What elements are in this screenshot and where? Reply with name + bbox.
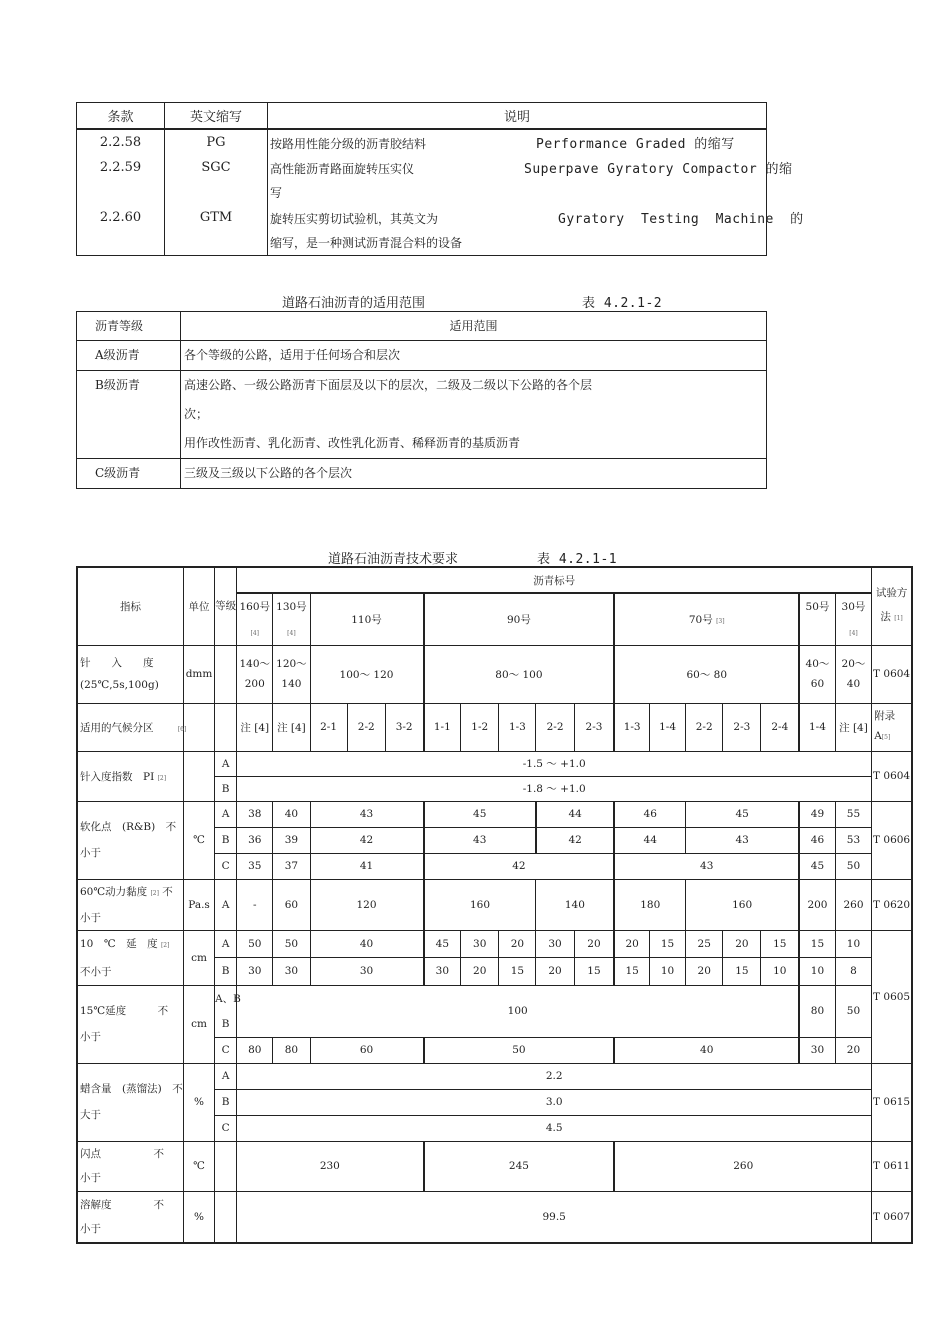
scope-text: 各个等级的公路，适用于任何场合和层次 xyxy=(181,341,767,371)
table-cell: 43 xyxy=(424,827,536,853)
table-cell: 46 xyxy=(614,801,685,827)
table-cell: 20 xyxy=(536,958,574,986)
table-cell xyxy=(215,703,237,751)
table-cell: 80 xyxy=(237,1037,273,1063)
table-cell: 42 xyxy=(424,853,615,879)
table-cell: 35 xyxy=(237,853,273,879)
table-cell: 40 xyxy=(273,801,310,827)
table-cell: 180 xyxy=(614,879,685,930)
row-penetration: 针 入 度 (25℃,5s,100g) xyxy=(77,645,183,703)
table-cell: 30 xyxy=(461,930,499,958)
table-cell: 附录 A[5] xyxy=(872,703,912,751)
row-ductility-10: 10 ℃ 延 度 [2] 不小于 xyxy=(77,930,183,985)
table-cell xyxy=(215,1191,237,1243)
table-cell xyxy=(183,751,214,801)
table-cell: -1.5 ～ +1.0 xyxy=(237,751,872,776)
table-cell: 80 xyxy=(799,985,835,1037)
table-cell: - xyxy=(237,879,273,930)
table-cell: 20 xyxy=(574,930,614,958)
table-cell: 2-4 xyxy=(761,703,799,751)
table-cell: C xyxy=(215,853,237,879)
table-cell: 43 xyxy=(614,853,799,879)
table-cell: 160 xyxy=(686,879,800,930)
table-cell: 20～ 40 xyxy=(835,645,871,703)
table-cell: 140～ 200 xyxy=(237,645,273,703)
table-cell: 2-1 xyxy=(310,703,347,751)
table-cell: 260 xyxy=(835,879,871,930)
table-cell: 15 xyxy=(499,958,536,986)
table-cell: 39 xyxy=(273,827,310,853)
table-cell: 42 xyxy=(536,827,614,853)
table-cell: C xyxy=(215,1037,237,1063)
table-cell: % xyxy=(183,1063,214,1141)
table-cell: 20 xyxy=(614,930,649,958)
table-cell: 140 xyxy=(536,879,614,930)
table-cell: 1-3 xyxy=(499,703,536,751)
table-cell: 15 xyxy=(723,958,761,986)
table-cell: 25 xyxy=(686,930,723,958)
table-cell: 230 xyxy=(237,1141,424,1191)
table-cell: 41 xyxy=(310,853,424,879)
header-indicator: 指标 xyxy=(77,567,183,645)
table-cell: 43 xyxy=(686,827,800,853)
table-cell: T 0611 xyxy=(872,1141,912,1191)
table-cell: 40 xyxy=(310,930,424,958)
header-abbr: 英文缩写 xyxy=(165,103,268,130)
table-cell: 49 xyxy=(799,801,835,827)
table-cell: 80 xyxy=(273,1037,310,1063)
table-cell: 注 [4] xyxy=(273,703,310,751)
table-cell: T 0615 xyxy=(872,1063,912,1141)
table-cell: T 0607 xyxy=(872,1191,912,1243)
table-cell: 2.2 xyxy=(237,1063,872,1089)
table-cell: T 0606 xyxy=(872,801,912,879)
scope-table xyxy=(76,311,767,489)
row-viscosity: 60℃动力黏度 [2] 不 小于 xyxy=(77,879,183,930)
table-cell xyxy=(215,1141,237,1191)
table-cell: 60 xyxy=(273,879,310,930)
table-cell: 注 [4] xyxy=(835,703,871,751)
table-cell: cm xyxy=(183,985,214,1063)
table-cell: 10 xyxy=(835,930,871,958)
table-cell: 45 xyxy=(799,853,835,879)
table-cell: 120 xyxy=(310,879,424,930)
grade-70: 70号 [3] xyxy=(614,593,799,645)
table-cell: -1.8 ～ +1.0 xyxy=(237,776,872,801)
table-cell: 8 xyxy=(835,958,871,986)
table-cell: Pa.s xyxy=(183,879,214,930)
table-cell: % xyxy=(183,1191,214,1243)
table-cell: 20 xyxy=(723,930,761,958)
table-cell: 30 xyxy=(273,958,310,986)
table-cell: 37 xyxy=(273,853,310,879)
grade-110: 110号 xyxy=(310,593,424,645)
table-cell: T 0604 xyxy=(872,751,912,801)
table-cell: 30 xyxy=(310,958,424,986)
row-flash: 闪点 不 小于 xyxy=(77,1141,183,1191)
table-cell: 2-3 xyxy=(574,703,614,751)
row-zones xyxy=(77,703,912,751)
desc-cont: 缩写，是一种测试沥青混合料的设备 xyxy=(270,236,463,250)
table-cell: 2-2 xyxy=(347,703,385,751)
table-cell xyxy=(165,230,268,256)
scope-text: 高速公路、一级公路沥青下面层及以下的层次，二级及二级以下公路的各个层 次； 用作改性沥青、乳化沥青、改性乳化沥青、稀释沥青的基质沥青 xyxy=(181,371,767,459)
clause-number: 2.2.59 xyxy=(77,155,165,180)
row-wax: 蜡含量 (蒸馏法) 不 大于 xyxy=(77,1063,183,1141)
table-cell: B xyxy=(215,827,237,853)
table-cell: 50 xyxy=(424,1037,615,1063)
table-cell: 20 xyxy=(461,958,499,986)
grade-90: 90号 xyxy=(424,593,615,645)
table-cell: 40～ 60 xyxy=(799,645,835,703)
table-cell: 45 xyxy=(424,801,536,827)
table-cell: C xyxy=(215,1115,237,1141)
row-pi: 针入度指数 PI [2] xyxy=(77,751,183,801)
table-cell: 44 xyxy=(614,827,685,853)
abbr: PG xyxy=(165,129,268,155)
table-cell: 30 xyxy=(536,930,574,958)
header-scope: 适用范围 xyxy=(181,312,767,341)
table-cell: 10 xyxy=(799,958,835,986)
table-cell: A、B xyxy=(215,985,237,1011)
table-cell xyxy=(183,703,214,751)
table-cell: 1-2 xyxy=(461,703,499,751)
desc: 旋转压实剪切试验机，其英文为 Gyratory Testing Machine 的 xyxy=(270,212,804,227)
table-cell: 15 xyxy=(761,930,799,958)
table-cell: 30 xyxy=(237,958,273,986)
table-cell: B xyxy=(215,958,237,986)
header-desc: 说明 xyxy=(268,103,767,130)
table-cell: 43 xyxy=(310,801,424,827)
table-cell: T 0604 xyxy=(872,645,912,703)
row-ductility-15: 15℃延度 不 小于 xyxy=(77,985,183,1063)
header-grade: 沥青等级 xyxy=(77,312,181,341)
table2-title: 道路石油沥青的适用范围 xyxy=(282,296,426,311)
scope-text: 三级及三级以下公路的各个层次 xyxy=(181,459,767,489)
table-cell: dmm xyxy=(183,645,214,703)
table-cell: 55 xyxy=(835,801,871,827)
table-cell: 100～ 120 xyxy=(310,645,424,703)
desc-cont: 写 xyxy=(270,186,283,200)
table2-number: 表 4.2.1-2 xyxy=(582,296,663,311)
table-cell: 60 xyxy=(310,1037,424,1063)
desc: 按路用性能分级的沥青胶结料 Performance Graded 的缩写 xyxy=(270,137,735,152)
grade-label: B级沥青 xyxy=(77,371,181,459)
desc: 高性能沥青路面旋转压实仪 Superpave Gyratory Compactor 的缩 xyxy=(270,162,793,177)
table-cell: 45 xyxy=(686,801,800,827)
table-cell: 44 xyxy=(536,801,614,827)
table3-number: 表 4.2.1-1 xyxy=(537,552,618,567)
table-cell xyxy=(799,619,835,645)
table-cell: 36 xyxy=(237,827,273,853)
table-cell: B xyxy=(215,1011,237,1037)
table-cell: 50 xyxy=(273,930,310,958)
table-cell: 20 xyxy=(835,1037,871,1063)
table-cell: 2-3 xyxy=(723,703,761,751)
clause-number: 2.2.60 xyxy=(77,205,165,230)
table-cell: 50 xyxy=(237,930,273,958)
header-clause: 条款 xyxy=(77,103,165,130)
header-unit: 单位 xyxy=(183,567,214,645)
table-cell: [4] xyxy=(835,619,871,645)
table-cell xyxy=(165,180,268,205)
table-cell xyxy=(215,645,237,703)
table-cell: [4] xyxy=(273,619,310,645)
row-softening: 软化点 (R&B) 不 小于 xyxy=(77,801,183,879)
grade-160: 160号 xyxy=(237,593,273,619)
table-cell: [4] xyxy=(237,619,273,645)
table-cell: 注 [4] xyxy=(237,703,273,751)
table-cell: 30 xyxy=(799,1037,835,1063)
abbr: SGC xyxy=(165,155,268,180)
table-cell: A xyxy=(215,751,237,776)
table-cell: 15 xyxy=(649,930,685,958)
table-cell: 60～ 80 xyxy=(614,645,799,703)
table-cell: 100 xyxy=(237,985,799,1037)
table-cell: ℃ xyxy=(183,1141,214,1191)
asphalt-spec-table xyxy=(76,566,913,1244)
table-cell: cm xyxy=(183,930,214,985)
table-cell: 160 xyxy=(424,879,536,930)
table-cell: 245 xyxy=(424,1141,615,1191)
table-cell: 20 xyxy=(499,930,536,958)
terms-table xyxy=(76,102,804,256)
table-cell: 46 xyxy=(799,827,835,853)
table-cell: 99.5 xyxy=(237,1191,872,1243)
table-cell: 260 xyxy=(614,1141,871,1191)
table-cell: A xyxy=(215,801,237,827)
table-cell: B xyxy=(215,776,237,801)
header-grade: 沥青标号 xyxy=(237,567,872,593)
table-cell: 2-2 xyxy=(536,703,574,751)
table-cell: 200 xyxy=(799,879,835,930)
table-cell: 4.5 xyxy=(237,1115,872,1141)
grade-label: C级沥青 xyxy=(77,459,181,489)
row-solubility: 溶解度 不 小于 xyxy=(77,1191,183,1243)
grade-130: 130号 xyxy=(273,593,310,619)
table3-title: 道路石油沥青技术要求 xyxy=(328,552,459,567)
table-cell: 15 xyxy=(574,958,614,986)
table-cell: T 0620 xyxy=(872,879,912,930)
table-cell: 1-3 xyxy=(614,703,649,751)
table-cell: 3.0 xyxy=(237,1089,872,1115)
table-cell: A xyxy=(215,930,237,958)
table-cell: 38 xyxy=(237,801,273,827)
table-cell: T 0605 xyxy=(872,930,912,1063)
table-cell: 50 xyxy=(835,853,871,879)
table-cell xyxy=(77,230,165,256)
grade-50: 50号 xyxy=(799,593,835,619)
table-cell: B xyxy=(215,1089,237,1115)
header-level: 等级 xyxy=(215,567,237,645)
table-cell: A xyxy=(215,879,237,930)
table-cell: 3-2 xyxy=(385,703,423,751)
table-cell: 2-2 xyxy=(686,703,723,751)
abbr: GTM xyxy=(165,205,268,230)
table-cell: 42 xyxy=(310,827,424,853)
header-method: 试验方法 [1] xyxy=(872,567,912,645)
table-cell: 1-1 xyxy=(424,703,461,751)
table-cell: 120～ 140 xyxy=(273,645,310,703)
table-cell: 45 xyxy=(424,930,461,958)
grade-30: 30号 xyxy=(835,593,871,619)
clause-number: 2.2.58 xyxy=(77,129,165,155)
table-cell: 15 xyxy=(799,930,835,958)
table-cell: 20 xyxy=(686,958,723,986)
table-cell: 50 xyxy=(835,985,871,1037)
grade-label: A级沥青 xyxy=(77,341,181,371)
table-cell xyxy=(77,180,165,205)
table-cell: 40 xyxy=(614,1037,799,1063)
table-cell: 30 xyxy=(424,958,461,986)
table-cell: 53 xyxy=(835,827,871,853)
table-cell: 10 xyxy=(649,958,685,986)
table-cell: A xyxy=(215,1063,237,1089)
table-cell: 80～ 100 xyxy=(424,645,615,703)
table-cell: 1-4 xyxy=(799,703,835,751)
table-cell: 15 xyxy=(614,958,649,986)
table-cell: ℃ xyxy=(183,801,214,879)
table-cell: 10 xyxy=(761,958,799,986)
table-cell: 1-4 xyxy=(649,703,685,751)
zones-label: 适用的气候分区 [6] xyxy=(77,703,183,751)
